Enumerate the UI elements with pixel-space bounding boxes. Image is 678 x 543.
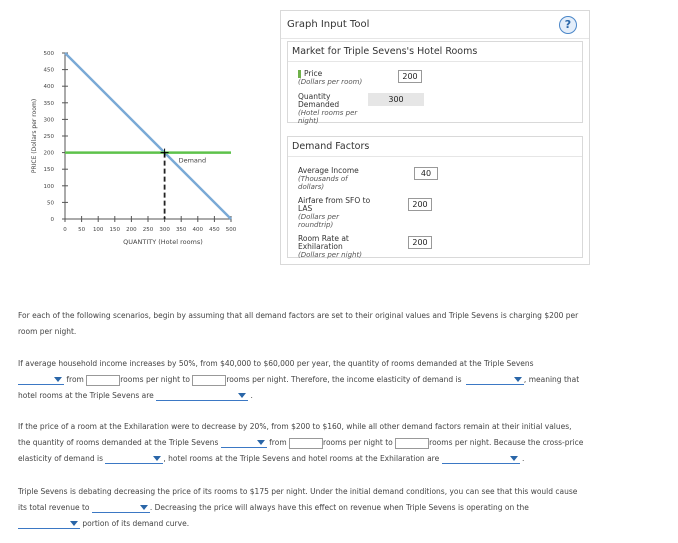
q2-relationship-dropdown[interactable]: [442, 454, 520, 464]
x-axis-title: QUANTITY (Hotel rooms): [123, 238, 203, 246]
chevron-down-icon: [238, 393, 246, 398]
x-tick-label: 400: [192, 227, 204, 233]
intro-paragraph: [18, 308, 628, 340]
x-tick-label: 450: [209, 227, 220, 233]
q1-direction-dropdown[interactable]: [18, 375, 64, 385]
tool-title: Graph Input Tool: [287, 19, 370, 30]
q2-mid-text: rooms per night to: [323, 438, 393, 447]
q1-to-input[interactable]: [192, 375, 226, 386]
q2-line-1: If the price of a room at the Exhilaration were to decrease by 20%, from $200 to $160, while all other demand factors remain at their initial values,: [18, 422, 572, 431]
demand-curve: [65, 53, 231, 219]
y-tick-label: 500: [43, 51, 54, 57]
x-tick-label: 200: [126, 227, 137, 233]
income-sub-1: (Thousands of: [298, 175, 348, 183]
quantity-sub-2: night): [298, 117, 319, 125]
quantity-sub-1: (Hotel rooms per: [298, 109, 358, 117]
airfare-sub-1: (Dollars per: [298, 213, 339, 221]
chevron-down-icon: [257, 440, 265, 445]
q3-line-3: [18, 516, 628, 532]
q1-end-text: rooms per night. Therefore, the income elasticity of demand is: [226, 375, 462, 384]
q3-revenue-dropdown[interactable]: [92, 503, 150, 513]
q1-mid-text: rooms per night to: [120, 375, 190, 384]
y-tick-label: 0: [50, 217, 54, 223]
q2-c-text: elasticity of demand is: [18, 454, 103, 463]
q2-a-text: the quantity of rooms demanded at the Triple Sevens: [18, 438, 219, 447]
chevron-down-icon: [153, 456, 161, 461]
revenue-question: [18, 484, 628, 532]
quantity-label-1: Quantity: [298, 92, 331, 101]
q2-line-3: elasticity of demand is , hotel rooms at the Triple Sevens and hotel rooms at the Exhilaration are .: [18, 454, 525, 463]
q3-a-text: its total revenue to: [18, 503, 90, 512]
q1-line-2: [18, 372, 628, 388]
q1-line-3-text: hotel rooms at the Triple Sevens are: [18, 391, 154, 400]
room-rate-label-1: Room Rate at: [298, 234, 349, 243]
price-sub: (Dollars per room): [298, 78, 363, 86]
x-tick-label: 50: [78, 227, 86, 233]
quantity-row: [298, 93, 357, 125]
market-section: [287, 41, 583, 123]
q1-from-input[interactable]: [86, 375, 120, 386]
quantity-value: 300: [368, 93, 424, 106]
demand-factors-section: [287, 136, 583, 258]
y-axis-title: PRICE (Dollars per room): [31, 98, 38, 174]
y-tick-label: 200: [43, 150, 54, 157]
room-rate-label-2: Exhilaration: [298, 242, 343, 251]
intro-line-2: room per night.: [18, 327, 77, 336]
tool-header: [281, 11, 589, 39]
demand-factors-title: Demand Factors: [288, 137, 582, 157]
x-tick-label: 150: [109, 227, 121, 233]
q2-direction-dropdown[interactable]: [221, 438, 267, 448]
income-label: Average Income: [298, 166, 359, 175]
income-question: [18, 356, 628, 404]
income-sub-2: dollars): [298, 183, 325, 191]
price-row: [298, 70, 362, 86]
y-tick-label: 250: [43, 134, 54, 140]
help-icon[interactable]: ?: [559, 16, 577, 34]
airfare-label-2: LAS: [298, 204, 313, 213]
market-title: Market for Triple Sevens's Hotel Rooms: [288, 42, 582, 62]
y-tick-label: 350: [43, 100, 54, 107]
y-tick-label: 400: [43, 84, 54, 91]
q2-from-input[interactable]: [289, 438, 323, 449]
y-tick-label: 150: [43, 167, 54, 174]
q3-line-1: Triple Sevens is debating decreasing the price of its rooms to $175 per night. Under the initial demand conditions, you can see that this would cause: [18, 487, 578, 496]
q1-from-text: from: [66, 375, 84, 384]
q1-line-1: If average household income increases by 50%, from $40,000 to $60,000 per year, the quantity of rooms demanded at the Triple Sevens: [18, 359, 534, 368]
chevron-down-icon: [510, 456, 518, 461]
q2-from-text: from: [269, 438, 287, 447]
y-tick-label: 450: [43, 67, 54, 74]
graph-input-tool: [280, 10, 590, 265]
airfare-input[interactable]: 200: [408, 198, 432, 211]
q1-goods-type-dropdown[interactable]: [156, 391, 248, 401]
price-swatch-icon: [298, 70, 301, 78]
q2-end-text: rooms per night. Because the cross-price: [429, 438, 584, 447]
q3-b-text: . Decreasing the price will always have this effect on revenue when Triple Sevens is operating on the: [149, 503, 529, 512]
q2-d-text: , hotel rooms at the Triple Sevens and hotel rooms at the Exhilaration are: [163, 454, 440, 463]
intro-line-1: For each of the following scenarios, begin by assuming that all demand factors are set to their original values and Triple Sevens is charging $200 per: [18, 311, 579, 320]
chart-svg: [0, 40, 250, 255]
airfare-sub-2: roundtrip): [298, 221, 334, 229]
chevron-down-icon: [54, 377, 62, 382]
demand-chart: [0, 40, 250, 255]
x-tick-label: 300: [159, 227, 170, 233]
room-rate-row: [298, 235, 362, 259]
y-tick-label: 100: [43, 183, 54, 190]
q3-line-2: [18, 500, 628, 516]
cross-price-question: [18, 419, 628, 467]
x-tick-label: 0: [63, 227, 67, 233]
price-label: Price: [304, 69, 323, 78]
q2-line-2: [18, 435, 628, 451]
chevron-down-icon: [70, 521, 78, 526]
chevron-down-icon: [140, 505, 148, 510]
x-tick-label: 500: [225, 227, 237, 233]
airfare-row: [298, 197, 370, 229]
q1-elasticity-dropdown[interactable]: [466, 375, 524, 385]
room-rate-sub: (Dollars per night): [298, 251, 362, 259]
q1-end2-text: , meaning that: [523, 375, 580, 384]
q2-to-input[interactable]: [395, 438, 429, 449]
x-tick-label: 250: [142, 227, 154, 233]
income-row: [298, 167, 359, 191]
y-tick-label: 300: [43, 117, 54, 124]
income-input[interactable]: 40: [414, 167, 438, 180]
price-input[interactable]: 200: [398, 70, 422, 83]
x-tick-label: 100: [92, 227, 104, 233]
room-rate-input[interactable]: 200: [408, 236, 432, 249]
q1-line-3: hotel rooms at the Triple Sevens are .: [18, 391, 253, 400]
q3-c-text: portion of its demand curve.: [82, 519, 190, 528]
q2-elasticity-dropdown[interactable]: [105, 454, 163, 464]
chevron-down-icon: [514, 377, 522, 382]
q3-portion-dropdown[interactable]: [18, 519, 80, 529]
demand-label: Demand: [178, 156, 207, 165]
x-tick-label: 350: [175, 227, 187, 233]
quantity-label-2: Demanded: [298, 100, 340, 109]
y-tick-label: 50: [47, 200, 54, 207]
airfare-label-1: Airfare from SFO to: [298, 196, 371, 205]
